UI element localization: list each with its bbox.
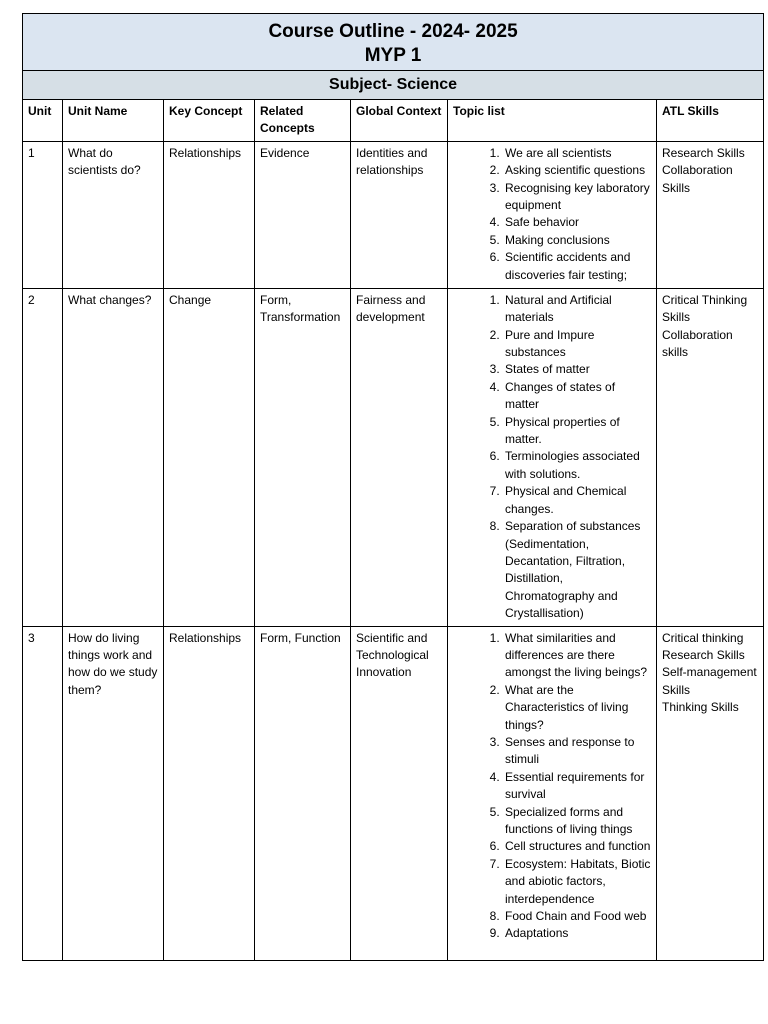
atl-skill: Thinking Skills (662, 700, 739, 715)
related-concepts-cell: Form, Function (255, 626, 351, 960)
table-row (23, 626, 764, 960)
topic-item: 6. Scientific accidents and discoveries fair testing; (503, 249, 651, 284)
topic-item: 6. Cell structures and function (503, 838, 651, 855)
key-concept-cell: Relationships (164, 141, 255, 288)
topic-item: 2. Pure and Impure substances (503, 327, 651, 362)
column-header: Related Concepts (255, 100, 351, 142)
atl-skills-cell (657, 626, 764, 960)
table-header-row (23, 100, 764, 142)
topic-item: 4. Changes of states of matter (503, 379, 651, 414)
atl-skill: Collaboration skills (662, 327, 733, 360)
atl-skill: Critical thinking (662, 630, 744, 645)
unit-name-cell: How do living things work and how do we study them? (63, 626, 164, 960)
unit-cell: 2 (23, 288, 63, 626)
key-concept-cell: Relationships (164, 626, 255, 960)
topic-list (453, 630, 651, 943)
atl-skill: Research Skills (662, 647, 745, 662)
topic-list-cell (448, 288, 657, 626)
column-header: ATL Skills (657, 100, 764, 142)
related-concepts-cell: Evidence (255, 141, 351, 288)
column-header: Unit Name (63, 100, 164, 142)
topic-list-cell (448, 141, 657, 288)
topic-item: 3. Senses and response to stimuli (503, 734, 651, 769)
page-title: Course Outline - 2024- 2025 (268, 21, 518, 42)
table-row (23, 288, 764, 626)
programme-title: MYP 1 (364, 45, 422, 66)
topic-item: 2. Asking scientific questions (503, 162, 651, 179)
table-row (23, 141, 764, 288)
topic-list (453, 145, 651, 284)
unit-cell: 1 (23, 141, 63, 288)
topic-item: 4. Safe behavior (503, 214, 651, 231)
topic-item: 5. Physical properties of matter. (503, 414, 651, 449)
topic-item: 8. Separation of substances (Sedimentation, Decantation, Filtration, Distillation, Chromatography and Crystallisation) (503, 518, 651, 622)
atl-skill: Self-management Skills (662, 665, 757, 697)
topic-item: 3. Recognising key laboratory equipment (503, 180, 651, 215)
atl-skill: Collaboration Skills (662, 163, 733, 195)
atl-skills-cell (657, 141, 764, 288)
topic-list-cell (448, 626, 657, 960)
topic-item: 1. What similarities and differences are there amongst the living beings? (503, 630, 651, 682)
course-outline-table (22, 13, 764, 961)
global-context-cell: Fairness and development (351, 288, 448, 626)
topic-item: 1. We are all scientists (503, 145, 651, 162)
topic-item: 2. What are the Characteristics of living things? (503, 682, 651, 734)
topic-item: 9. Adaptations (503, 925, 651, 942)
atl-skill: Critical Thinking Skills (662, 292, 748, 325)
table-body (23, 141, 764, 960)
topic-item: 5. Specialized forms and functions of living things (503, 804, 651, 839)
title-banner (23, 14, 764, 71)
atl-skills-cell (657, 288, 764, 626)
topic-item: 3. States of matter (503, 361, 651, 378)
column-header: Key Concept (164, 100, 255, 142)
key-concept-cell: Change (164, 288, 255, 626)
column-header: Global Context (351, 100, 448, 142)
global-context-cell: Scientific and Technological Innovation (351, 626, 448, 960)
atl-skill: Research Skills (662, 145, 745, 160)
course-outline-document (22, 13, 763, 961)
global-context-cell: Identities and relationships (351, 141, 448, 288)
unit-name-cell: What do scientists do? (63, 141, 164, 288)
topic-item: 7. Physical and Chemical changes. (503, 483, 651, 518)
related-concepts-cell: Form, Transformation (255, 288, 351, 626)
topic-item: 6. Terminologies associated with solutions. (503, 448, 651, 483)
topic-item: 7. Ecosystem: Habitats, Biotic and abiotic factors, interdependence (503, 856, 651, 908)
column-header: Unit (23, 100, 63, 142)
unit-name-cell: What changes? (63, 288, 164, 626)
topic-list (453, 292, 651, 623)
topic-item: 5. Making conclusions (503, 232, 651, 249)
topic-item: 8. Food Chain and Food web (503, 908, 651, 925)
subject-heading: Subject- Science (23, 71, 764, 100)
unit-cell: 3 (23, 626, 63, 960)
topic-item: 4. Essential requirements for survival (503, 769, 651, 804)
column-header: Topic list (448, 100, 657, 142)
topic-item: 1. Natural and Artificial materials (503, 292, 651, 327)
